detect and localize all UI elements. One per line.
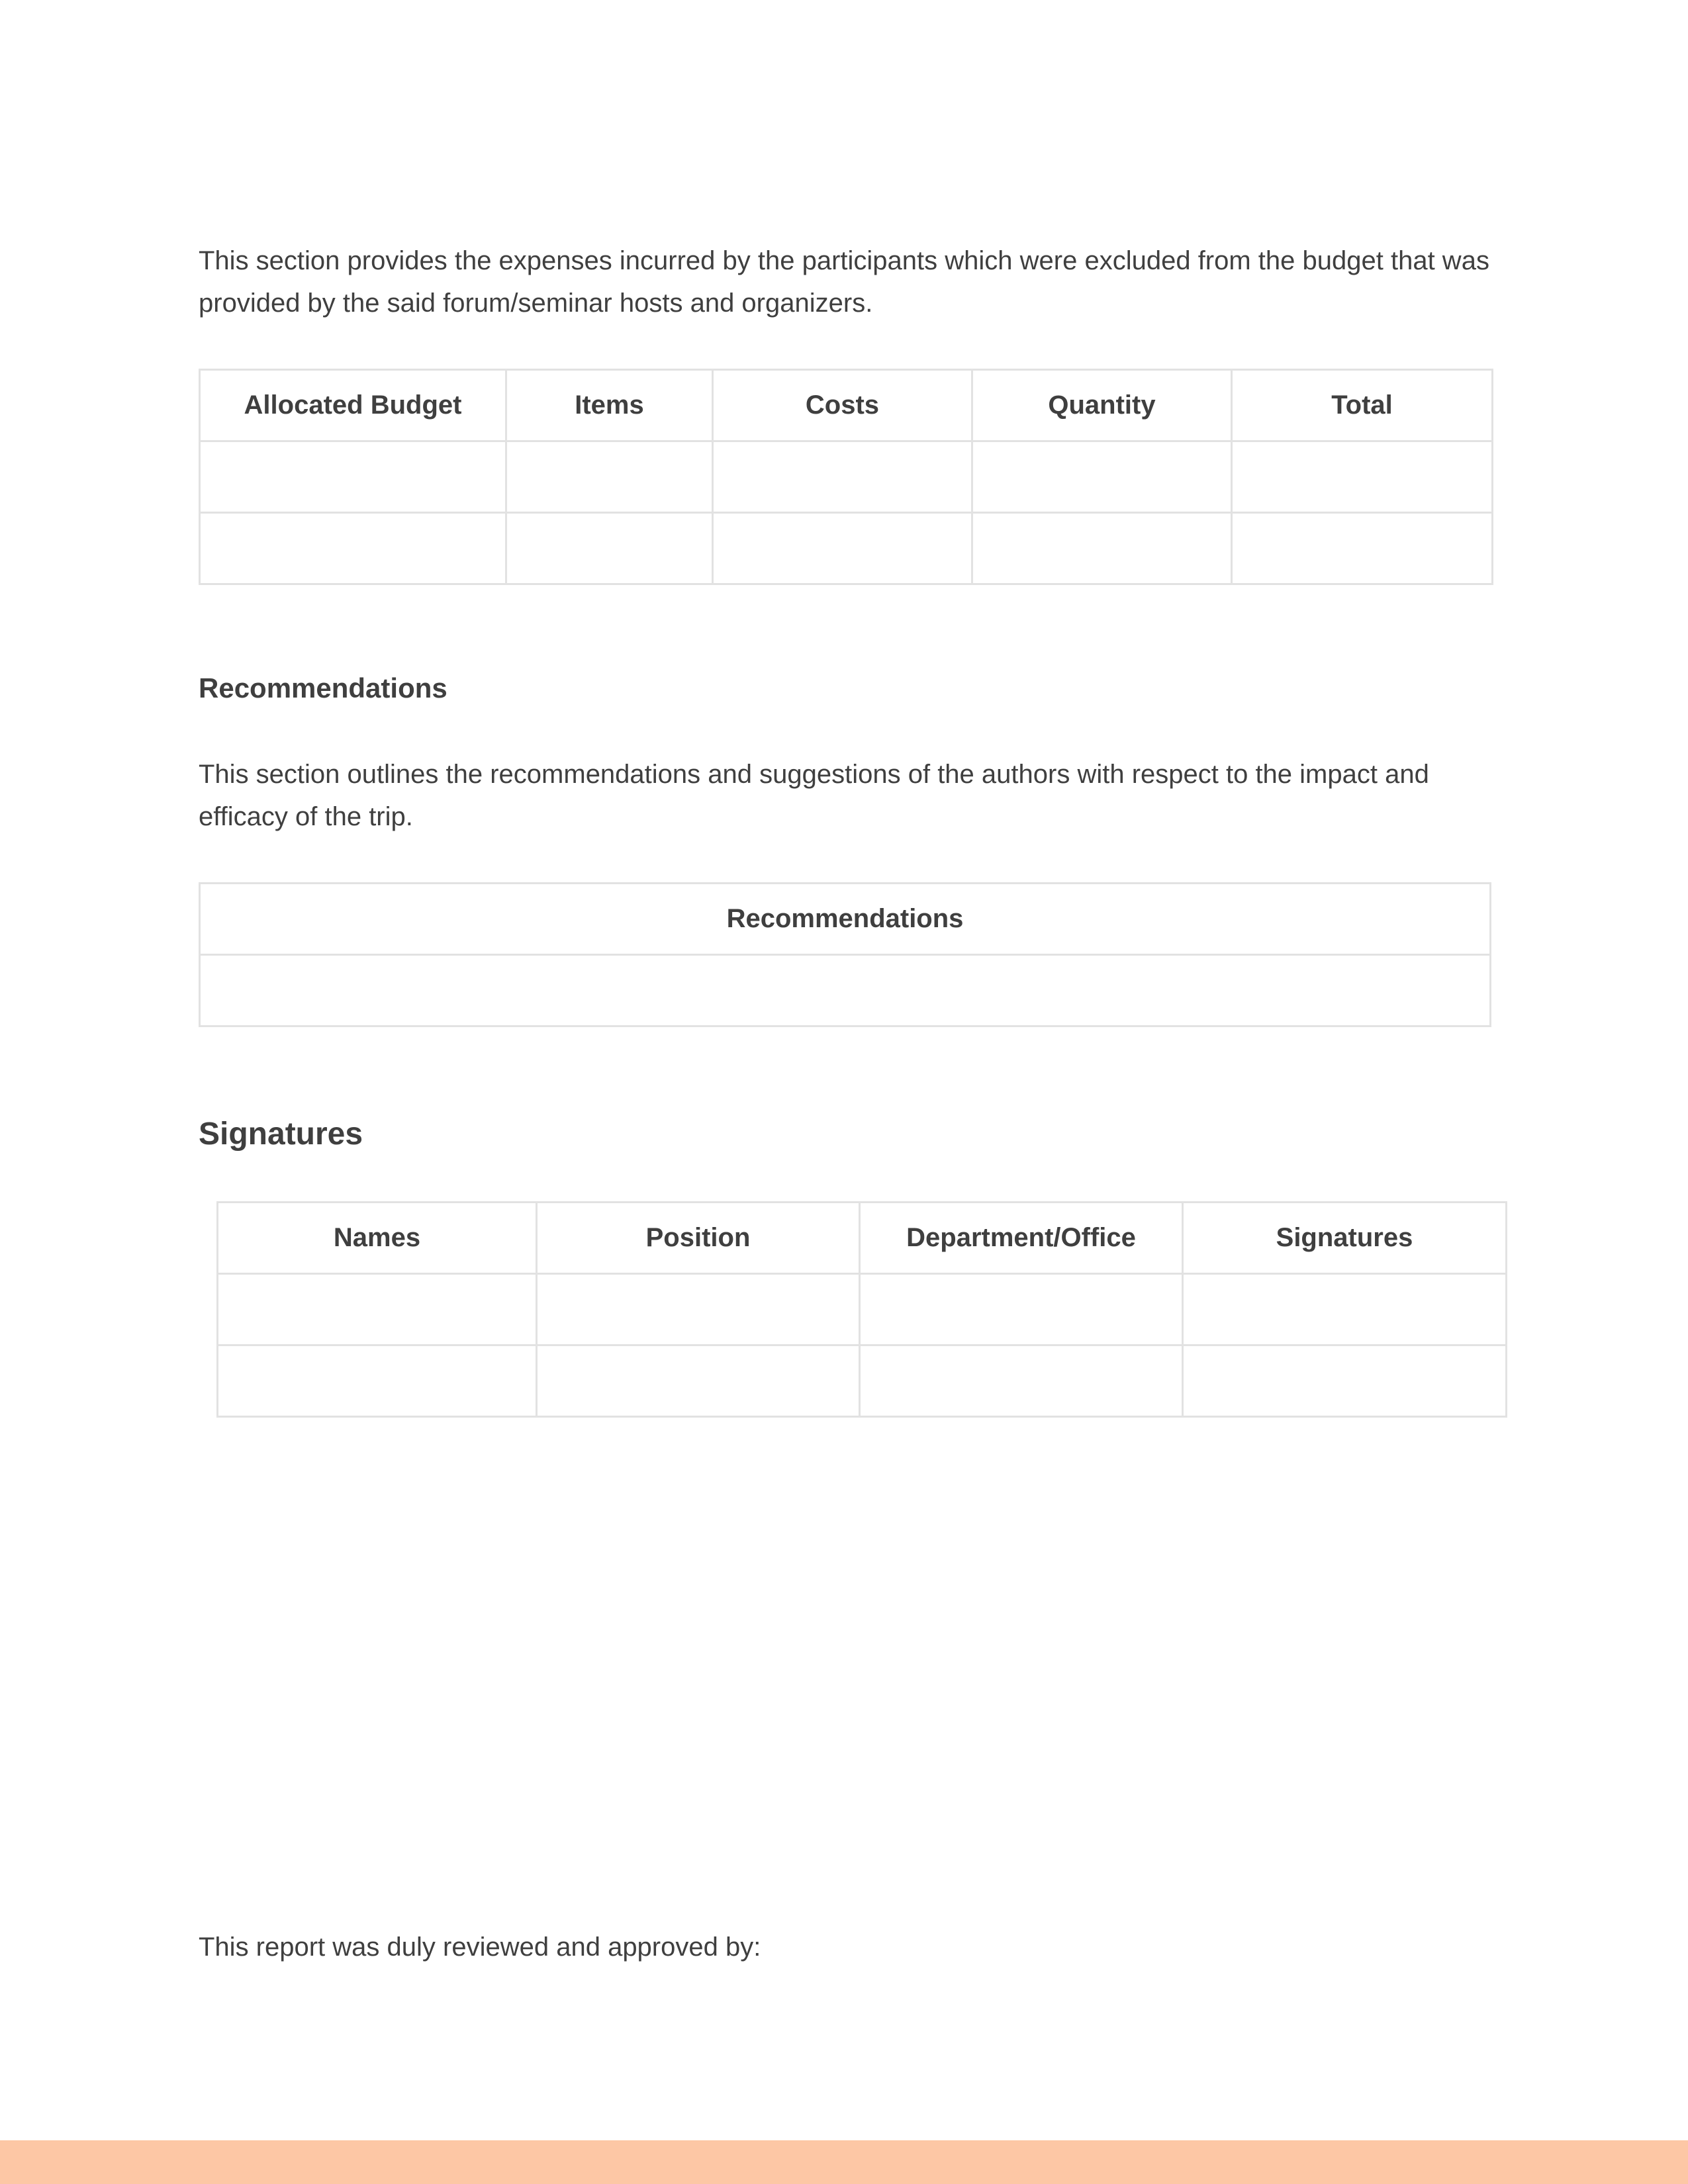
- expenses-header-costs: Costs: [713, 370, 972, 441]
- table-row: [218, 1345, 1507, 1417]
- table-cell[interactable]: [1232, 513, 1493, 584]
- table-cell[interactable]: [537, 1345, 860, 1417]
- signatures-header-signatures: Signatures: [1183, 1203, 1507, 1274]
- table-row: [200, 955, 1491, 1026]
- signatures-heading: Signatures: [199, 1116, 363, 1152]
- table-cell[interactable]: [506, 441, 713, 513]
- recommendations-table-header-row: [200, 884, 1491, 955]
- expenses-header-items: Items: [506, 370, 713, 441]
- table-cell[interactable]: [200, 513, 506, 584]
- recommendations-header: Recommendations: [200, 884, 1491, 955]
- expenses-intro-text: This section provides the expenses incurred by the participants which were excluded from the budget that was provided by the said forum/seminar hosts and organizers.: [199, 246, 1489, 318]
- signatures-header-department: Department/Office: [860, 1203, 1183, 1274]
- table-cell[interactable]: [860, 1345, 1183, 1417]
- table-cell[interactable]: [1183, 1345, 1507, 1417]
- signatures-table: [216, 1201, 1507, 1418]
- table-row: [218, 1274, 1507, 1345]
- expenses-header-total: Total: [1232, 370, 1493, 441]
- expenses-table: [199, 369, 1493, 585]
- recommendations-intro-text: This section outlines the recommendations and suggestions of the authors with respect to the impact and efficacy of the trip.: [199, 760, 1429, 831]
- expenses-header-quantity: Quantity: [972, 370, 1232, 441]
- table-cell[interactable]: [1232, 441, 1493, 513]
- table-cell[interactable]: [972, 513, 1232, 584]
- table-cell[interactable]: [1183, 1274, 1507, 1345]
- table-cell[interactable]: [200, 955, 1491, 1026]
- table-row: [200, 441, 1493, 513]
- signatures-header-position: Position: [537, 1203, 860, 1274]
- expenses-table-header-row: [200, 370, 1493, 441]
- table-row: [200, 513, 1493, 584]
- table-cell[interactable]: [713, 513, 972, 584]
- table-cell[interactable]: [860, 1274, 1183, 1345]
- approval-text: This report was duly reviewed and approved by:: [199, 1933, 761, 1962]
- table-cell[interactable]: [972, 441, 1232, 513]
- footer-accent-bar: [0, 2140, 1688, 2184]
- signatures-header-names: Names: [218, 1203, 537, 1274]
- table-cell[interactable]: [537, 1274, 860, 1345]
- recommendations-heading: Recommendations: [199, 672, 447, 704]
- recommendations-table: [199, 882, 1491, 1027]
- table-cell[interactable]: [218, 1274, 537, 1345]
- table-cell[interactable]: [713, 441, 972, 513]
- expenses-header-allocated-budget: Allocated Budget: [200, 370, 506, 441]
- table-cell[interactable]: [506, 513, 713, 584]
- signatures-table-header-row: [218, 1203, 1507, 1274]
- table-cell[interactable]: [218, 1345, 537, 1417]
- table-cell[interactable]: [200, 441, 506, 513]
